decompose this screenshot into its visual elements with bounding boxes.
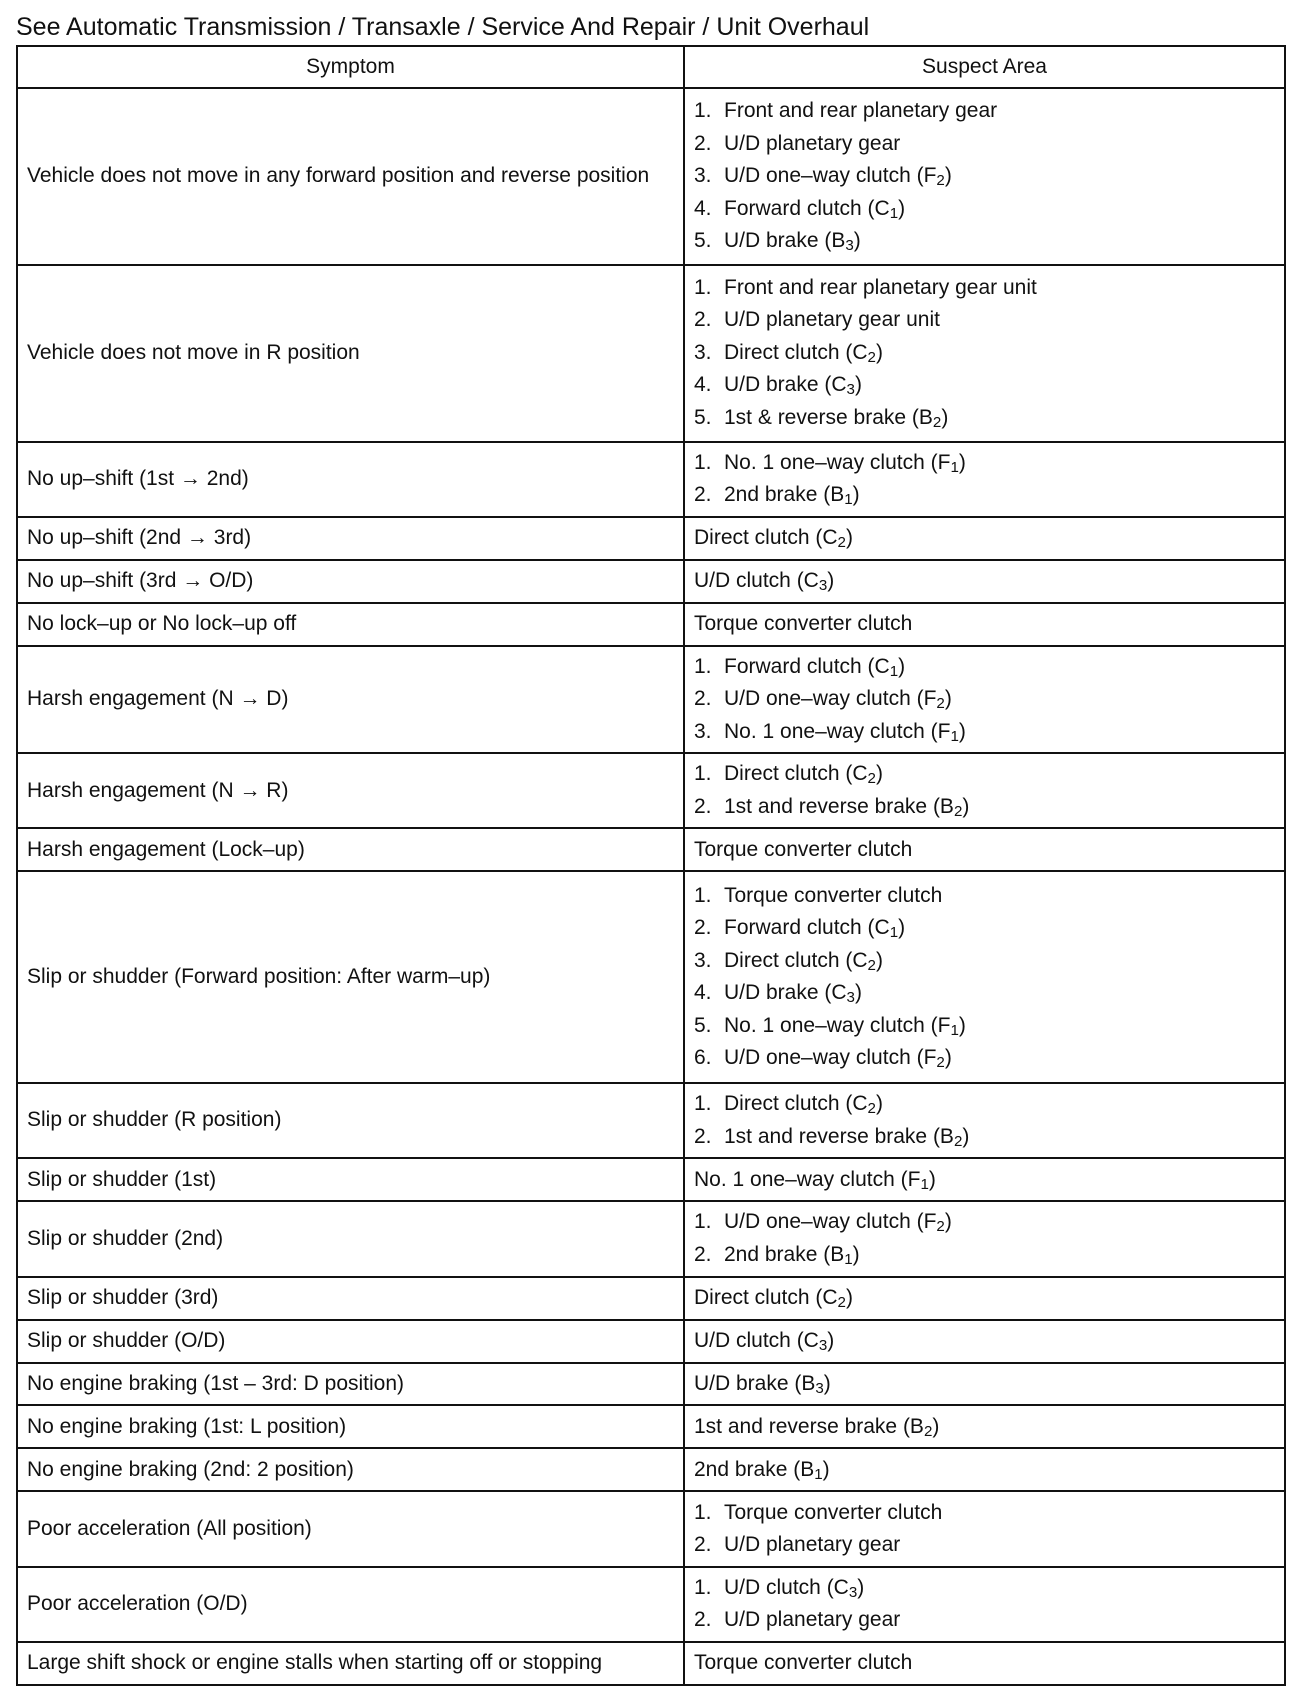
component-subscript: 1 bbox=[844, 491, 853, 509]
suspect-number: 2. bbox=[694, 687, 712, 711]
suspect-list bbox=[694, 651, 1275, 749]
suspect-text: U/D planetary gear bbox=[724, 131, 901, 155]
page-title: See Automatic Transmission / Transaxle / Service And Repair / Unit Overhaul bbox=[16, 13, 870, 41]
suspect-text: U/D one–way clutch (F bbox=[724, 164, 937, 188]
symptom-cell: Poor acceleration (All position) bbox=[17, 1491, 684, 1566]
component-subscript: 2 bbox=[936, 1054, 945, 1072]
suspect-area-cell bbox=[684, 442, 1285, 517]
component-subscript: 3 bbox=[846, 381, 855, 399]
suspect-number: 2. bbox=[694, 794, 712, 818]
symptom-cell: No engine braking (1st – 3rd: D position) bbox=[17, 1363, 684, 1406]
suspect-item bbox=[694, 337, 1275, 370]
suspect-area-cell bbox=[684, 1277, 1285, 1320]
suspect-number: 2. bbox=[694, 131, 712, 155]
suspect-text-suffix: ) bbox=[852, 1242, 860, 1266]
component-subscript: 3 bbox=[848, 1583, 858, 1601]
component-subscript: 2 bbox=[953, 1132, 963, 1150]
suspect-number: 3. bbox=[694, 719, 712, 743]
suspect-item bbox=[694, 683, 1275, 716]
suspect-text-suffix: ) bbox=[928, 1167, 936, 1191]
suspect-text-suffix: ) bbox=[875, 340, 883, 364]
suspect-number: 4. bbox=[694, 373, 712, 397]
suspect-item bbox=[694, 369, 1275, 402]
symptom-cell: No lock–up or No lock–up off bbox=[17, 603, 684, 646]
suspect-text: 1st and reverse brake (B bbox=[724, 1124, 954, 1148]
suspect-area-cell bbox=[684, 1201, 1285, 1276]
suspect-list bbox=[694, 1572, 1275, 1637]
suspect-area-cell bbox=[684, 1448, 1285, 1491]
suspect-text: 2nd brake (B bbox=[724, 1242, 845, 1266]
suspect-text: U/D brake (C bbox=[724, 981, 847, 1005]
suspect-item bbox=[694, 834, 1275, 867]
suspect-text-suffix: ) bbox=[944, 687, 952, 711]
table-header-row bbox=[17, 46, 1285, 88]
table-body bbox=[17, 88, 1285, 1685]
suspect-text-suffix: ) bbox=[857, 1575, 865, 1599]
table-row bbox=[17, 646, 1285, 753]
table-row bbox=[17, 265, 1285, 442]
suspect-text: 1st & reverse brake (B bbox=[724, 405, 933, 429]
symptom-cell: No up–shift (2nd → 3rd) bbox=[17, 517, 684, 560]
table-row bbox=[17, 1277, 1285, 1320]
suspect-text: Forward clutch (C bbox=[724, 654, 890, 678]
symptom-cell: Slip or shudder (1st) bbox=[17, 1158, 684, 1201]
suspect-item bbox=[694, 945, 1275, 978]
component-subscript: 3 bbox=[845, 237, 854, 255]
suspect-text-suffix: ) bbox=[845, 1285, 853, 1309]
component-subscript: 3 bbox=[818, 577, 828, 595]
suspect-number: 1. bbox=[694, 1092, 712, 1116]
symptom-cell: Slip or shudder (R position) bbox=[17, 1083, 684, 1158]
suspect-item bbox=[694, 95, 1275, 128]
component-subscript: 2 bbox=[867, 1100, 876, 1118]
suspect-text-suffix: ) bbox=[875, 1092, 883, 1116]
suspect-text-suffix: ) bbox=[944, 1210, 952, 1234]
suspect-text-suffix: ) bbox=[958, 1013, 966, 1037]
suspect-area-cell bbox=[684, 265, 1285, 442]
suspect-text-suffix: ) bbox=[958, 450, 966, 474]
component-subscript: 2 bbox=[923, 1422, 933, 1440]
suspect-text: No. 1 one–way clutch (F bbox=[724, 719, 951, 743]
suspect-item bbox=[694, 402, 1275, 435]
suspect-text: No. 1 one–way clutch (F bbox=[724, 1013, 951, 1037]
suspect-text-suffix: ) bbox=[875, 948, 883, 972]
suspect-area-cell bbox=[684, 646, 1285, 753]
component-subscript: 2 bbox=[936, 1218, 945, 1236]
table-row bbox=[17, 1567, 1285, 1642]
suspect-item bbox=[694, 1282, 1275, 1315]
suspect-text: 2nd brake (B bbox=[724, 483, 845, 507]
suspect-text: Front and rear planetary gear unit bbox=[724, 275, 1037, 299]
suspect-list bbox=[694, 1088, 1275, 1153]
suspect-text: Direct clutch (C bbox=[724, 762, 868, 786]
suspect-item bbox=[694, 1164, 1275, 1197]
suspect-number: 1. bbox=[694, 883, 712, 907]
suspect-number: 1. bbox=[694, 762, 712, 786]
symptom-cell: No engine braking (2nd: 2 position) bbox=[17, 1448, 684, 1491]
suspect-item bbox=[694, 1454, 1275, 1487]
suspect-text-suffix: ) bbox=[958, 719, 966, 743]
suspect-area-cell bbox=[684, 560, 1285, 603]
suspect-area-cell bbox=[684, 1642, 1285, 1685]
suspect-item bbox=[694, 716, 1275, 749]
suspect-text-suffix: ) bbox=[944, 164, 952, 188]
symptom-cell: Slip or shudder (2nd) bbox=[17, 1201, 684, 1276]
symptom-cell: Slip or shudder (Forward position: After warm–up) bbox=[17, 871, 684, 1083]
suspect-text: Direct clutch (C bbox=[724, 340, 868, 364]
suspect-text-suffix: ) bbox=[932, 1414, 940, 1438]
symptom-cell: Large shift shock or engine stalls when starting off or stopping bbox=[17, 1642, 684, 1685]
suspect-area-cell bbox=[684, 1083, 1285, 1158]
suspect-number: 3. bbox=[694, 164, 712, 188]
component-subscript: 3 bbox=[818, 1336, 828, 1354]
component-subscript: 1 bbox=[889, 204, 899, 222]
suspect-text-suffix: ) bbox=[962, 794, 970, 818]
suspect-list bbox=[694, 272, 1275, 435]
suspect-list bbox=[694, 447, 1275, 512]
suspect-number: 2. bbox=[694, 1608, 712, 1632]
table-row bbox=[17, 1642, 1285, 1685]
suspect-item bbox=[694, 447, 1275, 480]
suspect-text: Torque converter clutch bbox=[724, 1500, 943, 1524]
suspect-item bbox=[694, 977, 1275, 1010]
table-row bbox=[17, 1083, 1285, 1158]
suspect-text: U/D clutch (C bbox=[694, 569, 819, 592]
component-subscript: 1 bbox=[950, 458, 959, 476]
table-row bbox=[17, 560, 1285, 603]
suspect-text-suffix: ) bbox=[941, 405, 949, 429]
suspect-text-suffix: ) bbox=[823, 1371, 831, 1395]
suspect-number: 5. bbox=[694, 405, 712, 429]
suspect-area-cell bbox=[684, 517, 1285, 560]
suspect-number: 1. bbox=[694, 1210, 712, 1234]
suspect-item bbox=[694, 1121, 1275, 1154]
component-subscript: 1 bbox=[950, 1021, 959, 1039]
component-subscript: 1 bbox=[889, 662, 899, 680]
suspect-number: 1. bbox=[694, 275, 712, 299]
suspect-text: U/D clutch (C bbox=[724, 1575, 849, 1599]
table-row bbox=[17, 1491, 1285, 1566]
suspect-text: No. 1 one–way clutch (F bbox=[694, 1167, 921, 1191]
suspect-number: 1. bbox=[694, 1575, 712, 1599]
component-subscript: 1 bbox=[950, 727, 959, 745]
suspect-number: 4. bbox=[694, 196, 712, 220]
suspect-text: U/D one–way clutch (F bbox=[724, 687, 937, 711]
table-row bbox=[17, 871, 1285, 1083]
suspect-item bbox=[694, 651, 1275, 684]
suspect-list bbox=[694, 758, 1275, 823]
suspect-item bbox=[694, 225, 1275, 258]
suspect-text: Direct clutch (C bbox=[724, 948, 868, 972]
suspect-text-suffix: ) bbox=[822, 1457, 830, 1481]
table-row bbox=[17, 442, 1285, 517]
suspect-area-cell bbox=[684, 1567, 1285, 1642]
component-subscript: 2 bbox=[932, 413, 942, 431]
suspect-number: 2. bbox=[694, 1533, 712, 1557]
suspect-text: Direct clutch (C bbox=[694, 526, 838, 550]
symptom-cell: No up–shift (1st → 2nd) bbox=[17, 442, 684, 517]
suspect-item bbox=[694, 791, 1275, 824]
suspect-area-cell bbox=[684, 1363, 1285, 1406]
suspect-number: 2. bbox=[694, 916, 712, 940]
suspect-text: U/D brake (C bbox=[724, 373, 847, 397]
suspect-text-suffix: ) bbox=[853, 229, 861, 253]
table-row bbox=[17, 1363, 1285, 1406]
suspect-item bbox=[694, 1529, 1275, 1562]
table-row bbox=[17, 517, 1285, 560]
suspect-item bbox=[694, 128, 1275, 161]
suspect-item bbox=[694, 608, 1275, 641]
suspect-text: U/D brake (B bbox=[724, 229, 846, 253]
suspect-text-suffix: ) bbox=[898, 916, 906, 940]
suspect-item bbox=[694, 304, 1275, 337]
suspect-area-cell bbox=[684, 603, 1285, 646]
suspect-item bbox=[694, 160, 1275, 193]
suspect-area-cell bbox=[684, 1158, 1285, 1201]
suspect-area-cell bbox=[684, 753, 1285, 828]
suspect-area-cell bbox=[684, 1320, 1285, 1363]
suspect-item bbox=[694, 193, 1275, 226]
suspect-text-suffix: ) bbox=[827, 569, 835, 592]
suspect-text: U/D one–way clutch (F bbox=[724, 1046, 937, 1070]
component-subscript: 2 bbox=[867, 348, 876, 366]
symptom-table bbox=[16, 45, 1286, 1686]
suspect-text-suffix: ) bbox=[827, 1328, 835, 1352]
suspect-text: Forward clutch (C bbox=[724, 196, 890, 220]
suspect-area-cell bbox=[684, 828, 1285, 871]
suspect-text: U/D one–way clutch (F bbox=[724, 1210, 937, 1234]
suspect-text: 2nd brake (B bbox=[694, 1457, 815, 1481]
suspect-text: Direct clutch (C bbox=[694, 1285, 838, 1309]
suspect-item bbox=[694, 1206, 1275, 1239]
suspect-text: 1st and reverse brake (B bbox=[694, 1414, 924, 1438]
suspect-text-suffix: ) bbox=[898, 196, 906, 220]
suspect-item bbox=[694, 272, 1275, 305]
suspect-area-column-header: Suspect Area bbox=[684, 46, 1285, 88]
suspect-text: Front and rear planetary gear bbox=[724, 99, 998, 123]
component-subscript: 2 bbox=[867, 770, 876, 788]
suspect-item bbox=[694, 758, 1275, 791]
suspect-item bbox=[694, 1497, 1275, 1530]
suspect-item bbox=[694, 1010, 1275, 1043]
suspect-item bbox=[694, 1411, 1275, 1444]
suspect-list bbox=[694, 1497, 1275, 1562]
suspect-text: Direct clutch (C bbox=[724, 1092, 868, 1116]
symptom-cell: Slip or shudder (3rd) bbox=[17, 1277, 684, 1320]
table-row bbox=[17, 1405, 1285, 1448]
suspect-area-cell bbox=[684, 871, 1285, 1083]
suspect-item bbox=[694, 1325, 1275, 1358]
suspect-text-suffix: ) bbox=[944, 1046, 952, 1070]
suspect-number: 5. bbox=[694, 1013, 712, 1037]
suspect-text: Torque converter clutch bbox=[694, 611, 913, 635]
table-row bbox=[17, 88, 1285, 265]
component-subscript: 1 bbox=[920, 1175, 929, 1193]
suspect-text: Forward clutch (C bbox=[724, 916, 890, 940]
suspect-text-suffix: ) bbox=[898, 654, 906, 678]
suspect-text: Torque converter clutch bbox=[694, 1651, 913, 1675]
suspect-text-suffix: ) bbox=[852, 483, 860, 507]
component-subscript: 2 bbox=[936, 172, 945, 190]
component-subscript: 2 bbox=[837, 1293, 846, 1311]
suspect-number: 1. bbox=[694, 654, 712, 678]
suspect-number: 2. bbox=[694, 483, 712, 507]
suspect-area-cell bbox=[684, 88, 1285, 265]
suspect-number: 5. bbox=[694, 229, 712, 253]
suspect-number: 3. bbox=[694, 340, 712, 364]
suspect-text-suffix: ) bbox=[854, 373, 862, 397]
suspect-item bbox=[694, 880, 1275, 913]
suspect-item bbox=[694, 1042, 1275, 1075]
symptom-cell: No engine braking (1st: L position) bbox=[17, 1405, 684, 1448]
symptom-cell: No up–shift (3rd → O/D) bbox=[17, 560, 684, 603]
suspect-text: U/D planetary gear bbox=[724, 1608, 901, 1632]
suspect-number: 2. bbox=[694, 1242, 712, 1266]
suspect-text: U/D planetary gear bbox=[724, 1533, 901, 1557]
suspect-text: U/D planetary gear unit bbox=[724, 308, 940, 332]
suspect-area-cell bbox=[684, 1491, 1285, 1566]
suspect-text: No. 1 one–way clutch (F bbox=[724, 450, 951, 474]
suspect-number: 1. bbox=[694, 99, 712, 123]
component-subscript: 2 bbox=[867, 956, 876, 974]
component-subscript: 1 bbox=[889, 924, 899, 942]
suspect-number: 3. bbox=[694, 948, 712, 972]
suspect-item bbox=[694, 1368, 1275, 1401]
suspect-text-suffix: ) bbox=[962, 1124, 970, 1148]
suspect-item bbox=[694, 1572, 1275, 1605]
suspect-text-suffix: ) bbox=[854, 981, 862, 1005]
table-row bbox=[17, 828, 1285, 871]
component-subscript: 3 bbox=[815, 1379, 824, 1397]
symptom-cell: Harsh engagement (N → D) bbox=[17, 646, 684, 753]
suspect-item bbox=[694, 1239, 1275, 1272]
suspect-area-cell bbox=[684, 1405, 1285, 1448]
suspect-text: U/D clutch (C bbox=[694, 1328, 819, 1352]
table-row bbox=[17, 1320, 1285, 1363]
suspect-item bbox=[694, 1647, 1275, 1680]
suspect-number: 6. bbox=[694, 1046, 712, 1070]
symptom-cell: Poor acceleration (O/D) bbox=[17, 1567, 684, 1642]
suspect-item bbox=[694, 1604, 1275, 1637]
suspect-list bbox=[694, 95, 1275, 258]
suspect-text: Torque converter clutch bbox=[694, 837, 913, 861]
symptom-cell: Harsh engagement (N → R) bbox=[17, 753, 684, 828]
symptom-cell: Slip or shudder (O/D) bbox=[17, 1320, 684, 1363]
suspect-number: 1. bbox=[694, 450, 712, 474]
component-subscript: 2 bbox=[936, 695, 945, 713]
suspect-list bbox=[694, 880, 1275, 1075]
table-row bbox=[17, 1158, 1285, 1201]
symptom-cell: Vehicle does not move in R position bbox=[17, 265, 684, 442]
table-row bbox=[17, 603, 1285, 646]
table-row bbox=[17, 1201, 1285, 1276]
suspect-number: 4. bbox=[694, 981, 712, 1005]
table-row bbox=[17, 1448, 1285, 1491]
component-subscript: 1 bbox=[814, 1465, 823, 1483]
component-subscript: 2 bbox=[837, 534, 846, 552]
suspect-item bbox=[694, 479, 1275, 512]
component-subscript: 3 bbox=[846, 989, 855, 1007]
suspect-number: 2. bbox=[694, 308, 712, 332]
table-row bbox=[17, 753, 1285, 828]
suspect-item bbox=[694, 565, 1275, 598]
suspect-item bbox=[694, 912, 1275, 945]
suspect-text: 1st and reverse brake (B bbox=[724, 794, 954, 818]
suspect-number: 2. bbox=[694, 1124, 712, 1148]
suspect-number: 1. bbox=[694, 1500, 712, 1524]
suspect-item bbox=[694, 522, 1275, 555]
suspect-text-suffix: ) bbox=[845, 526, 853, 550]
suspect-list bbox=[694, 1206, 1275, 1271]
component-subscript: 1 bbox=[844, 1250, 853, 1268]
suspect-text: Torque converter clutch bbox=[724, 883, 943, 907]
symptom-cell: Harsh engagement (Lock–up) bbox=[17, 828, 684, 871]
symptom-cell: Vehicle does not move in any forward position and reverse position bbox=[17, 88, 684, 265]
suspect-item bbox=[694, 1088, 1275, 1121]
suspect-text: U/D brake (B bbox=[694, 1371, 816, 1395]
suspect-text-suffix: ) bbox=[875, 762, 883, 786]
component-subscript: 2 bbox=[953, 802, 963, 820]
symptom-column-header: Symptom bbox=[17, 46, 684, 88]
